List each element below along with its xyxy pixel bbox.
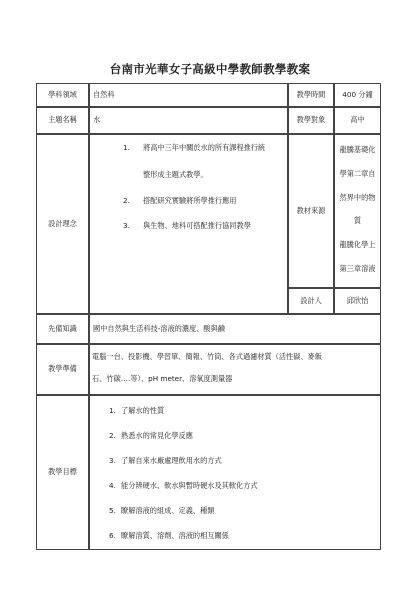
design-item-2-line-1: 搭配研究實驗將所學推行應用: [143, 196, 237, 205]
source-value: [334, 134, 381, 288]
prep-line-2: 石、竹碳….等）、pH meter、溶氧度測量器: [92, 374, 233, 383]
time-value: 400 分鐘: [334, 83, 381, 107]
design-item-2-num: 2.: [123, 196, 130, 205]
goal-6-text: 瞭解溶質、溶劑、溶液的相互關係: [121, 531, 229, 540]
time-label: 教學時間: [288, 83, 334, 107]
prep-label: 教學準備: [36, 344, 89, 395]
goal-5-text: 瞭解溶液的組成、定義、種類: [121, 506, 215, 515]
goal-1-num: 1.: [109, 406, 116, 415]
design-label: 設計理念: [36, 134, 89, 314]
designer-value: 邱欣怡: [334, 288, 381, 314]
source-line: 然界中的物: [339, 192, 376, 202]
target-value: 高中: [334, 107, 381, 134]
prior-label: 先備知識: [36, 314, 89, 344]
goals-label: 教學目標: [36, 395, 89, 550]
prep-line-1: 電腦一台、投影機、學習單、簡報、竹筒、各式過濾材質（活性碳、麥飯: [92, 352, 323, 361]
goal-4-num: 4.: [109, 481, 116, 490]
source-label: 教材來源: [288, 134, 334, 288]
design-content: [89, 134, 288, 314]
design-item-3-num: 3.: [123, 221, 130, 230]
topic-value: 水: [89, 107, 288, 134]
goal-4-text: 能分辨硬水、軟水與暫時硬水及其軟化方式: [121, 481, 258, 490]
design-item-3-line-1: 與生物、地科可搭配推行協同教學: [143, 221, 251, 230]
source-line: 龍騰化學上: [339, 240, 376, 250]
goal-5-num: 5.: [109, 506, 116, 515]
document-title: 台南市光華女子高級中學教師教學教案: [109, 62, 311, 76]
target-label: 教學對象: [288, 107, 334, 134]
prior-value: 國中自然與生活科技-溶液的濃度、酸與鹼: [89, 314, 381, 344]
goal-2-num: 2.: [109, 431, 116, 440]
source-line: 學第二章自: [339, 168, 376, 178]
topic-label: 主題名稱: [36, 107, 89, 134]
source-line: 質: [353, 216, 362, 226]
goal-6-num: 6.: [109, 531, 116, 540]
field-value: 自然科: [89, 83, 288, 107]
design-item-1-line-1: 將高中三年中關於水的所有課程推行統: [143, 143, 266, 152]
prep-value: [89, 344, 381, 395]
design-item-1-line-2: 整形成主題式教學。: [143, 170, 208, 179]
source-line: 龍騰基礎化: [339, 145, 376, 154]
goals-content: [89, 395, 381, 550]
goal-3-num: 3.: [109, 456, 116, 465]
field-label: 學科領域: [36, 83, 89, 107]
source-line: 第三章溶液: [339, 264, 376, 274]
goal-1-text: 了解水的性質: [121, 406, 165, 415]
goal-2-text: 熟悉水的常見化學反應: [121, 431, 193, 440]
design-item-1-num: 1.: [123, 143, 130, 152]
goal-3-text: 了解自來水廠處理飲用水的方式: [121, 456, 222, 465]
designer-label: 設計人: [288, 288, 334, 314]
